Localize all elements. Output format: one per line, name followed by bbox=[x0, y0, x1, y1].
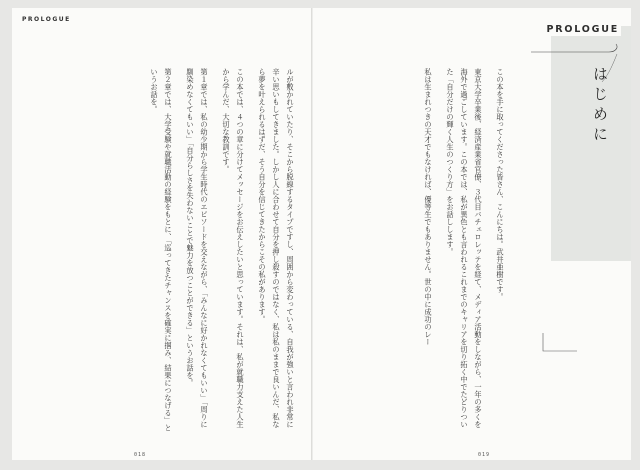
right-paragraph-3: 私は生まれつきの天才でもなければ、優等生でもありません。世の中に成功のレー bbox=[424, 68, 433, 346]
corner-mark bbox=[539, 331, 579, 361]
left-page bbox=[12, 8, 311, 460]
page-number-left: 018 bbox=[134, 452, 147, 458]
chapter-heading: はじめに bbox=[591, 66, 609, 146]
left-body-text bbox=[147, 68, 297, 433]
running-head: PROLOGUE bbox=[22, 16, 71, 23]
right-paragraph-2: 東京大学卒業後、経済産業省官僚、３代目バチェロレッテを経て、メディア活動をしながら、一年の多くを海外で過ごしています。この本では、私が異色とも言われるこれまでのキャリアを切り拓く中でたどりついた「自分だけの輝く人生のつくり方」をお話しします。 bbox=[446, 68, 483, 428]
right-body-text bbox=[421, 68, 507, 433]
right-page bbox=[313, 8, 631, 460]
right-paragraph-1: この本を手に取ってくださった皆さん、こんにちは。武井亜樹です。 bbox=[496, 68, 505, 301]
left-paragraph-4: 第２章では、大学受験や就職活動の経験をもとに、「巡ってきたチャンスを確実に掴み、結果につなげる」というお話を。 bbox=[150, 68, 173, 432]
left-paragraph-3: 第１章では、私の幼少期から学生時代のエピソードを交えながら、「みんなに好かれなくてもいい」「周りに馴染めなくてもいい」「自分らしさを失わないことで魅力を放つことができる」というお話を。 bbox=[186, 68, 209, 429]
page-number-right: 019 bbox=[478, 452, 491, 458]
left-paragraph-2: この本では、４つの章に分けてメッセージをお伝えしたいと思っています。それは、私が就職力支えた人生から学んだ、大切な教訓です。 bbox=[222, 68, 245, 428]
left-paragraph-1: ルが敷かれていたり、そこから脱線するタイプですし、周囲から変わっている、自我が強いと言われ非常に辛い思いもしてきました。しかし人に合わせて自分を押し殺すのではなく、私は私のままで良いんだ、私なら夢を叶えられるはずだ、そう自分を信じてきたからこその私があります。 bbox=[258, 68, 295, 428]
prologue-label: PROLOGUE bbox=[546, 24, 619, 35]
